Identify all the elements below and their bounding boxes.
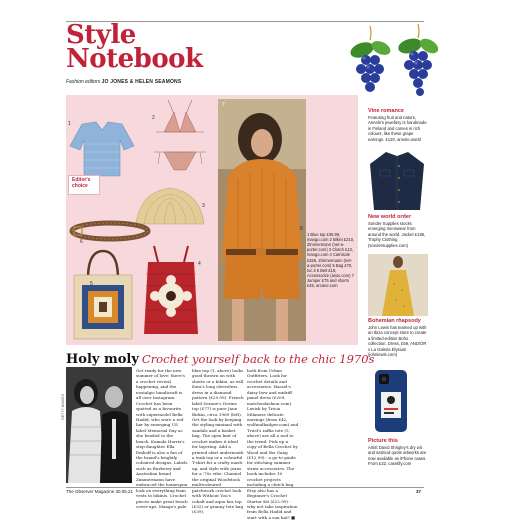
headline-subtitle: Crochet yourself back to the chic 1970s (141, 352, 375, 366)
editors-credit: Fashion editors JO JONES & HELEN SEAMONS (66, 79, 182, 85)
phone-case-image (373, 368, 409, 434)
denim-jacket-image (368, 150, 426, 212)
granny-square-bag-image (72, 245, 134, 341)
crochet-bikini-image (150, 98, 210, 188)
body-column-2: blue top (1, above) looks good thrown on with shorts or a bikini, as will Ezra's long sleeveless dress in a diamond pattern (£29.99). French label Sezane's Dorine top (£77) is pure Jane Birkin, circa 1969 (left). Get the look by keeping the styling minimal with sandals and a basket bag. The open knit of crochet makes it ideal for layering. Add a printed shirt underneath a tank top or a colourful T-shirt for a crafty mash-up, and style with jeans for a '70s vibe. Channel the original Woodstock multicoloured patchwork crochet look with Without You's cobalt and aqua bra top (£32) or granny tote bag (£39), (192, 368, 244, 515)
editors-choice-badge: Editor's choice (68, 175, 100, 195)
archive-couple-image (66, 367, 132, 483)
blue-crochet-top-image (68, 120, 136, 178)
sidebar-text-picture: Artist David Shrigley's dry wit and satirical quote artworks are now available as iPhone cases. From £32, casetify.com (368, 445, 427, 467)
model-photo (218, 99, 306, 341)
footer-rule (66, 487, 424, 488)
boho-dress-image (368, 254, 428, 316)
item-number: 5 (90, 281, 93, 287)
product-caption: 1 Blue top £35.99, mango.com 2 Bikini £210, Zimmermann (net-a-porter.com) 3 Clutch £13, mango.com 4 Camisole £265, Zimmermann (net-a-porter.com) 5 Bag £70, toc.it 6 Belt £19, Accessorize (asos.com) 7 Jumper £75 and shorts £45, arcane.com (307, 232, 355, 289)
item-number: 4 (198, 261, 201, 267)
sidebar-title-picture: Picture this (368, 438, 398, 444)
item-number: 3 (202, 203, 205, 209)
article-headline (66, 348, 375, 367)
page-number: 37 (416, 489, 422, 494)
sidebar-title-new-world: New world order (368, 214, 412, 220)
item-number: 7 (222, 102, 225, 108)
archive-photo (66, 367, 132, 483)
photo-credit: GETTY IMAGES (61, 393, 65, 420)
sidebar-title-bohemian: Bohemian rhapsody (368, 318, 421, 324)
grape-earrings-image (348, 22, 444, 112)
item-number: 1 (68, 121, 71, 127)
model-in-orange-knit-image (218, 99, 306, 341)
item-number: 2 (152, 115, 155, 121)
body-column-1: Get ready for the new summer of love: there's a crochet revival happening, and the nostalgic handicraft is all over Instagram. Crochet has been spotted as a favourite with supermodel Bella Hadid, who wore a red bar by emerging US label Memorial Day as she headed to the beach. Kamala Harris's step-daughter Ella Emhoff is also a fan of the brand's brightly coloured designs. Labels such as Burberry and Australian brand Zimmermann have embraced the homespun look on everything from vests to bikinis. Crochet pieces make great beach cover-ups. Mango's pale (136, 368, 188, 509)
body-column-3: both from Urban Outfitters. Look for crochet details and accessories. Hassel's daisy bow and midriff panel dress (£209, matchesfashion.com). Lavish by Tricia Milaneze delicate earrings (from £42, wolfandbadger.com) and Truel's raffia tote (5, above) are all a nod to the trend. Pick up a copy of Bella Crochet by Wood and the Gang (£12.99) - a go-to guide for stitching summer straw accessories. The book includes 10 crochet projects including a clutch bag. Etsy also has a Beginner's Crochet Starter Kit (£22.99) - why not take inspiration from Bella Hadid and start with a sun hat? ■ (247, 368, 299, 520)
item-number: 8 (300, 226, 303, 232)
sidebar-title-vine: Vine romance (368, 108, 404, 114)
masthead-line-1: Style (66, 20, 136, 50)
end-mark: ■ (291, 514, 296, 520)
sidebar-text-new-world: Sonder Supplies stocks emerging menswear from around the world. Jacket £195, Trophy Clothing (sondersupplies.com) (368, 221, 426, 248)
sidebar-text-vine: Featuring fruit and nature, Annele's jewellery is handmade in Finland and comes in rich colours, like these grape earrings. £120, annele.world (368, 115, 427, 142)
headline-lead: Holy moly (66, 352, 139, 367)
footer-publication: The Observer Magazine 30.05.21 (66, 489, 134, 494)
item-number: 6 (80, 239, 83, 245)
masthead (66, 22, 203, 72)
red-crochet-camisole-image (140, 244, 202, 336)
sidebar-text-bohemian: John Lewis has teamed up with an Ibiza concept store to create a limited-edition Boho collection. Dress, £59, AND/OR x La Galeria Elysium (johnlewis.com) (368, 325, 427, 357)
masthead-line-2: Notebook (66, 44, 203, 74)
